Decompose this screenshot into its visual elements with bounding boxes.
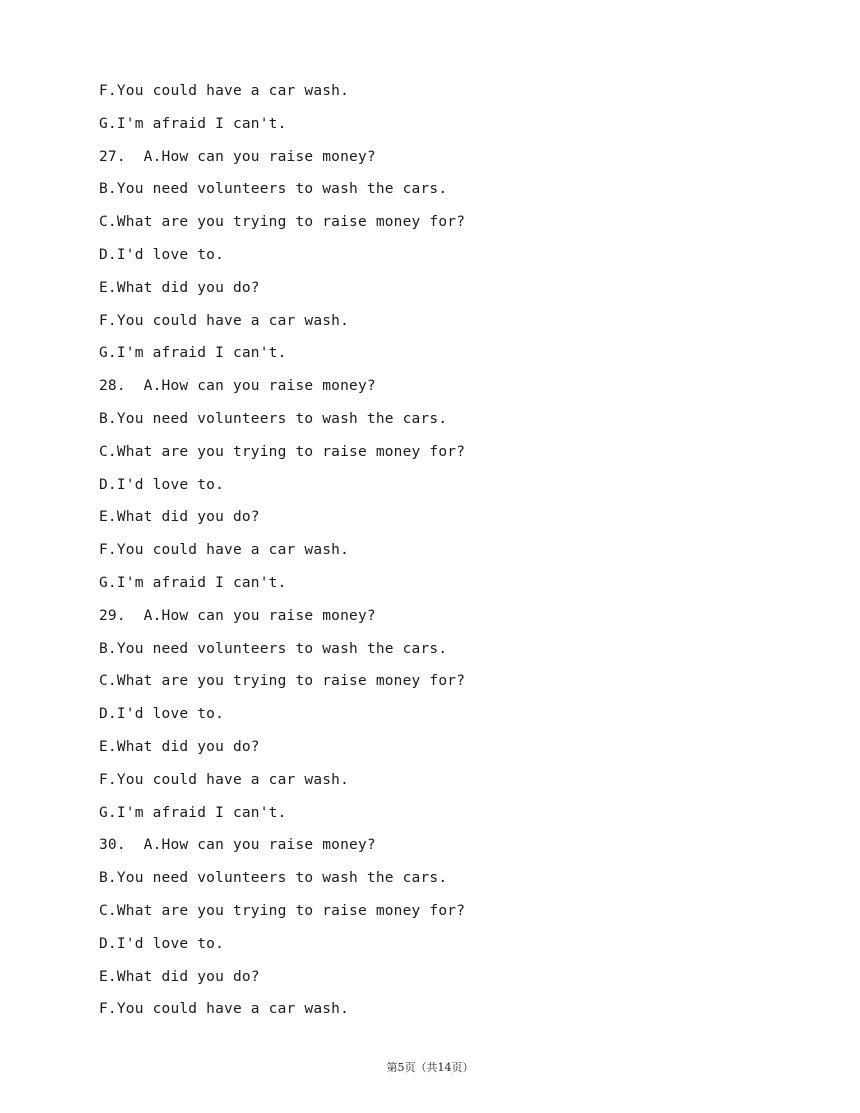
text-line: F.You could have a car wash. [99,1001,350,1018]
text-line: B.You need volunteers to wash the cars. [99,870,448,887]
text-line: F.You could have a car wash. [99,83,350,99]
text-line: F.You could have a car wash. [99,542,350,559]
text-line: B.You need volunteers to wash the cars. [99,410,448,427]
text-line: E.What did you do? [99,279,260,296]
text-line: B.You need volunteers to wash the cars. [99,640,448,657]
text-line: F.You could have a car wash. [99,312,350,329]
text-line: F.You could have a car wash. [99,771,350,788]
text-line: E.What did you do? [99,738,260,755]
text-line: E.What did you do? [99,968,260,985]
text-line: D.I'd love to. [99,476,225,493]
question-line: 29. A.How can you raise money? [99,607,376,624]
document-body [99,80,759,1031]
text-line: E.What did you do? [99,509,260,526]
question-line: 28. A.How can you raise money? [99,378,376,395]
text-line: G.I'm afraid I can't. [99,345,287,362]
text-line: G.I'm afraid I can't. [99,115,287,132]
question-line: 27. A.How can you raise money? [99,148,376,165]
text-line: G.I'm afraid I can't. [99,574,287,591]
text-line: D.I'd love to. [99,246,225,263]
text-line: C.What are you trying to raise money for? [99,902,466,919]
text-line: B.You need volunteers to wash the cars. [99,181,448,198]
question-line: 30. A.How can you raise money? [99,837,376,854]
text-line: D.I'd love to. [99,706,225,723]
text-line: C.What are you trying to raise money for? [99,214,466,231]
text-line: C.What are you trying to raise money for? [99,673,466,690]
text-line: D.I'd love to. [99,935,225,952]
text-line: G.I'm afraid I can't. [99,804,287,821]
page-number-footer: 第5页（共14页） [386,1061,474,1074]
text-line: C.What are you trying to raise money for? [99,443,466,460]
